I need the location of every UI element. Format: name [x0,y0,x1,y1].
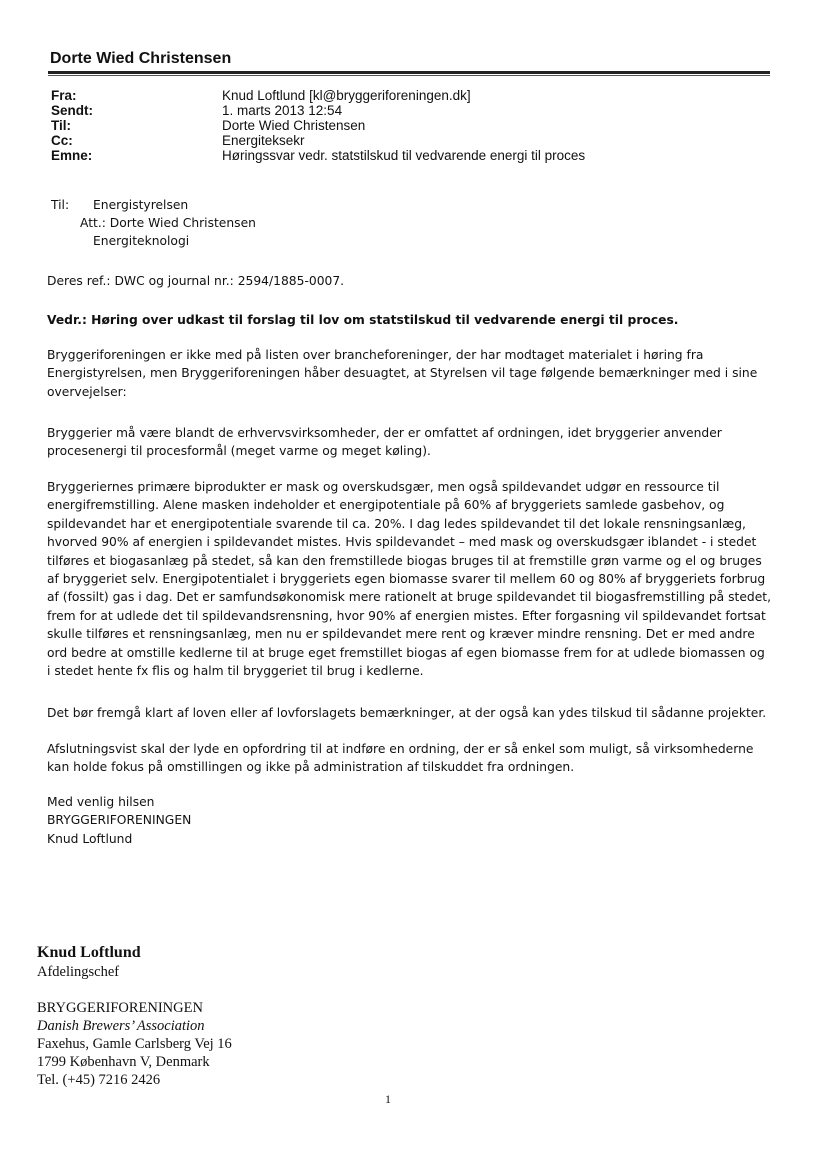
paragraph-line: Energistyrelsen, men Bryggeriforeningen håber desuagtet, at Styrelsen vil tage følgende bemærkninger med i sine [47,366,758,381]
header-divider [48,71,770,74]
recipient-line: Att.: Dorte Wied Christensen [80,216,256,230]
paragraph [47,424,782,461]
paragraph-line: tilføres et biogasanlæg på stedet, så kan den fremstillede biogas bruges til at fremstille grøn varme og el og bruges [47,553,762,568]
recipient-line: Energiteknologi [93,234,190,248]
email-owner-name: Dorte Wied Christensen [50,50,232,67]
closing-line: Knud Loftlund [47,831,133,846]
cc-label: Cc: [51,133,73,148]
to-value: Dorte Wied Christensen [222,118,366,133]
sent-value: 1. marts 2013 12:54 [222,103,343,118]
header-divider-thin [48,75,770,76]
paragraph [47,478,782,680]
signature-name: Knud Loftlund [37,944,141,961]
closing-block [47,793,782,848]
sent-label: Sendt: [51,103,93,118]
paragraph-line: af (fossilt) gas i dag. Det er samfundsøkonomisk mere rationelt at bruge spildevandet til biogasfremstilling på stedet, [47,590,772,605]
paragraph-line: Det bør fremgå klart af loven eller af lovforslagets bemærkninger, at der også kan ydes tilskud til sådanne projekter. [47,706,767,720]
to-label: Til: [51,118,71,133]
signature-title: Afdelingschef [37,964,120,980]
recipient-to-label: Til: [51,198,70,212]
paragraph-line: hvorved 90% af energien i spildevandet mistes. Hvis spildevandet – med mask og overskudsgær iblandet - i stedet [47,535,757,550]
signature-org-en: Danish Brewers’ Association [37,1018,205,1034]
closing-line: Med venlig hilsen [47,795,155,809]
recipient-block [80,196,256,230]
signature-address-line: Faxehus, Gamle Carlsberg Vej 16 [37,1036,232,1052]
page-number: 1 [385,1092,391,1106]
paragraph-line: frem for at udlede det til spildevandsrensning, hvor 90% af energien mistes. Efter forgasning vil spildevandet fortsat [47,608,766,623]
paragraph-line: Bryggerier må være blandt de erhvervsvirksomheder, der er omfattet af ordningen, idet bryggerier anvender [47,426,722,440]
from-label: Fra: [51,88,77,103]
paragraph-line: Bryggeriforeningen er ikke med på listen over brancheforeninger, der har modtaget materialet i høring fra [47,348,704,362]
paragraph-line: af bryggeriet selv. Energipotentialet i bryggeriets egen biomasse svarer til mellem 60 og 80% af bryggeriets forbrug [47,572,766,587]
paragraph [47,346,782,401]
paragraph-line: ord bedre at omstille kedlerne til at bruge eget fremstillet biogas af egen biomasse frem for at udlede biomassen og [47,645,765,660]
signature-org: BRYGGERIFORENINGEN [37,1000,203,1016]
paragraph-line: spildevandet har et energipotentiale svarende til ca. 20%. I dag ledes spildevandet til det lokale rensningsanlæg, [47,516,746,531]
paragraph-line: overvejelser: [47,384,127,399]
paragraph-line: kan holde fokus på omstillingen og ikke på administration af tilskuddet fra ordningen. [47,760,575,775]
recipient-line: Energistyrelsen [93,198,189,212]
signature-phone: Tel. (+45) 7216 2426 [37,1072,161,1088]
reference-line: Deres ref.: DWC og journal nr.: 2594/1885-0007. [47,274,345,288]
paragraph-line: energifremstilling. Alene masken indeholder et energipotentiale på 60% af bryggeriets samlede gasbehov, og [47,498,725,513]
paragraph-line: procesenergi til procesformål (meget varme og meget køling). [47,444,431,459]
paragraph-line: Afslutningsvist skal der lyde en opfordring til at indføre en ordning, der er så enkel som muligt, så virksomhederne [47,742,754,756]
subject-label: Emne: [51,148,93,163]
paragraph-line: skulle tilføres et rensningsanlæg, men nu er spildevandet mere rent og kræver mindre rensning. Det er med andre [47,627,755,642]
paragraph-line: i stedet hente fx flis og halm til bryggeriet til brug i kedlerne. [47,664,424,679]
cc-value: Energiteksekr [222,133,305,148]
subject-value: Høringssvar vedr. statstilskud til vedvarende energi til proces [222,148,586,163]
signature-block [37,943,232,1089]
paragraph [47,704,782,722]
paragraph [47,740,782,777]
from-value: Knud Loftlund [kl@bryggeriforeningen.dk] [222,88,471,103]
paragraph-line: Bryggeriernes primære biprodukter er mask og overskudsgær, men også spildevandet udgør en ressource til [47,480,720,494]
letter-subject: Vedr.: Høring over udkast til forslag til lov om statstilskud til vedvarende energi til proces. [47,313,679,327]
signature-address-line: 1799 København V, Denmark [37,1054,210,1070]
closing-line: BRYGGERIFORENINGEN [47,813,192,828]
